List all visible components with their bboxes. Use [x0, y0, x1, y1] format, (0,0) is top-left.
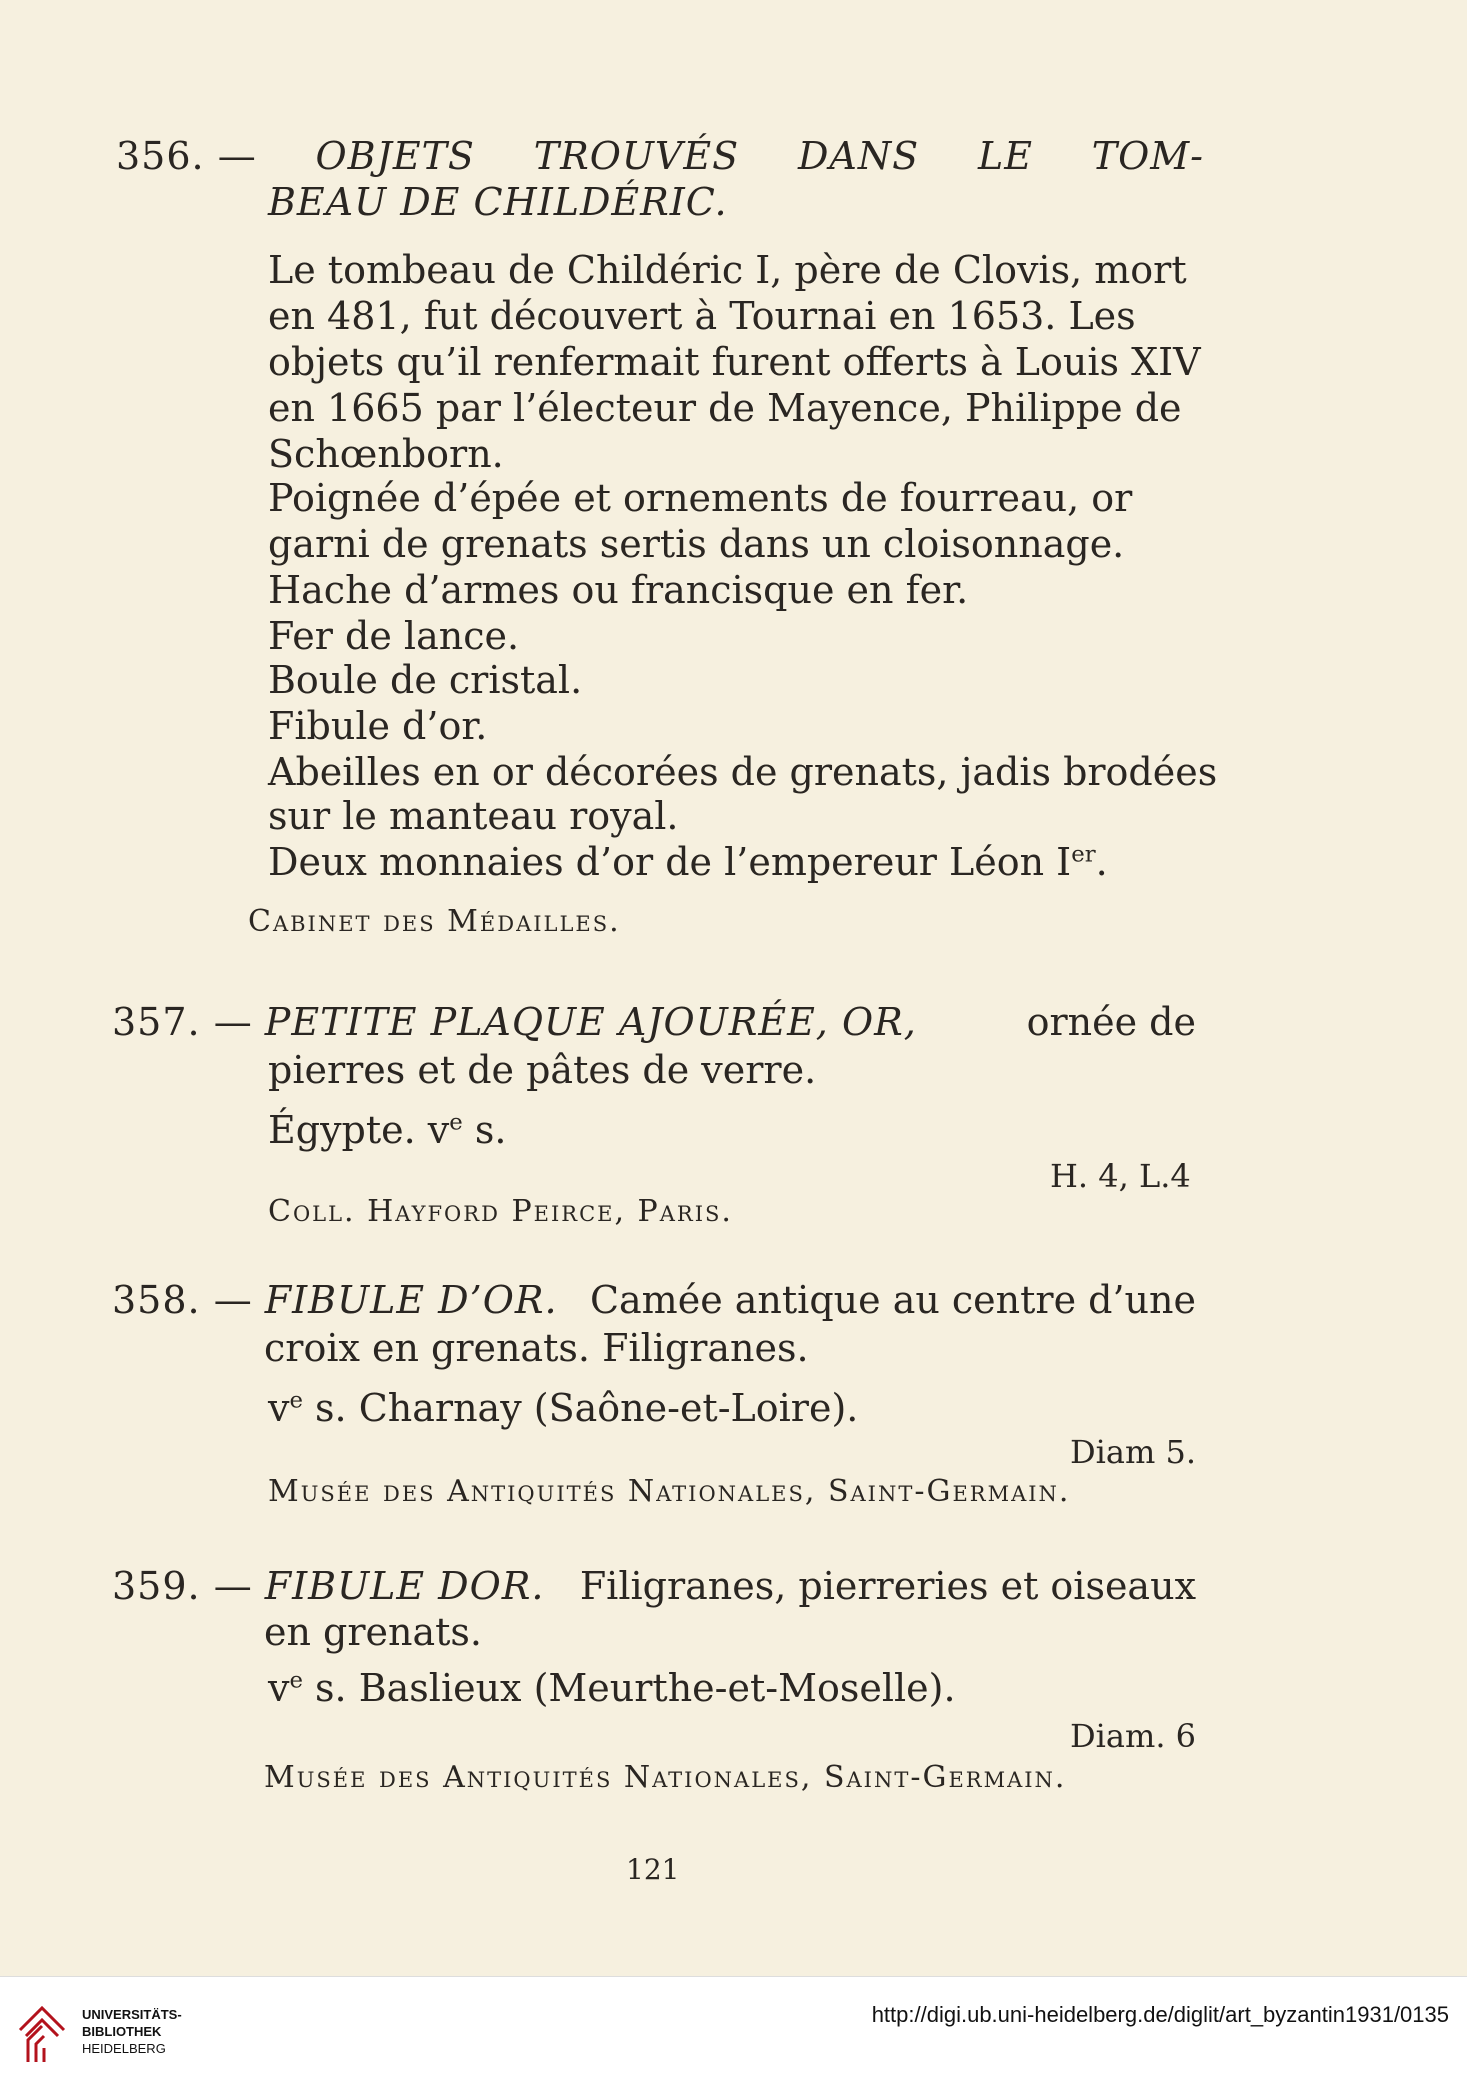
library-logo-icon	[14, 2000, 70, 2066]
text-line: sur le manteau royal.	[268, 794, 679, 838]
text-line: Hache d’armes ou francisque en fer.	[268, 568, 969, 612]
page-number: 121	[626, 1853, 680, 1886]
text: Égypte. v	[268, 1108, 450, 1152]
superscript: e	[449, 1109, 463, 1136]
text-line: pierres et de pâtes de verre.	[268, 1048, 817, 1092]
origin-line	[268, 1386, 858, 1430]
entry-356-title-cont: BEAU DE CHILDÉRIC.	[268, 180, 728, 224]
text-line: Schœnborn.	[268, 432, 504, 476]
text-line: objets qu’il renfermait furent offerts à Louis XIV	[268, 340, 1201, 384]
superscript: e	[289, 1667, 303, 1694]
entry-number: 358. —	[112, 1278, 253, 1322]
title-rest: Camée antique au centre d’une	[589, 1278, 1196, 1322]
library-line: UNIVERSITÄTS-	[82, 2007, 182, 2022]
entry-356-collection: Cabinet des Médailles.	[248, 904, 621, 939]
title-word: TROUVÉS	[533, 134, 740, 178]
text-line: Le tombeau de Childéric I, père de Clovis, mort	[268, 248, 1187, 292]
text: v	[268, 1386, 290, 1430]
text-line: Fer de lance.	[268, 614, 520, 658]
entry-358-collection: Musée des Antiquités Nationales, Saint-Germain.	[268, 1474, 1071, 1509]
text-line: Poignée d’épée et ornements de fourreau, or	[268, 476, 1133, 520]
entry-356-heading	[116, 134, 1204, 178]
title-word: DANS	[797, 134, 920, 178]
entry-title: FIBULE D’OR.	[264, 1278, 558, 1322]
text-line: en 481, fut découvert à Tournai en 1653. Les	[268, 294, 1136, 338]
dimensions: Diam. 6	[1070, 1717, 1197, 1755]
library-name	[82, 2006, 182, 2057]
origin-line	[268, 1108, 506, 1152]
source-url[interactable]: http://digi.ub.uni-heidelberg.de/diglit/art_byzantin1931/0135	[871, 2002, 1449, 2027]
text: Deux monnaies d’or de l’empereur Léon I	[268, 840, 1072, 884]
entry-title: PETITE PLAQUE AJOURÉE, OR,	[264, 1000, 917, 1044]
text: s. Baslieux (Meurthe-et-Moselle).	[302, 1666, 956, 1710]
entry-357-heading	[112, 1000, 1196, 1044]
superscript: er	[1071, 841, 1096, 868]
origin-line	[268, 1666, 956, 1710]
text-line: en 1665 par l’électeur de Mayence, Philippe de	[268, 386, 1182, 430]
text: s. Charnay (Saône-et-Loire).	[302, 1386, 859, 1430]
dimensions: H. 4, L.4	[1050, 1157, 1191, 1195]
entry-359-collection: Musée des Antiquités Nationales, Saint-Germain.	[264, 1760, 1067, 1795]
title-word: OBJETS	[315, 134, 475, 178]
title-word: LE	[977, 134, 1033, 178]
title-word: TOM-	[1091, 134, 1204, 178]
text-line: Fibule d’or.	[268, 704, 488, 748]
entry-number: 357. —	[112, 1000, 253, 1044]
dimensions: Diam 5.	[1070, 1433, 1197, 1471]
entry-title: FIBULE DOR.	[264, 1564, 545, 1608]
text: s.	[462, 1108, 507, 1152]
entry-357-collection: Coll. Hayford Peirce, Paris.	[268, 1194, 733, 1229]
entry-358-heading	[112, 1278, 1196, 1322]
text-line: croix en grenats. Filigranes.	[264, 1326, 809, 1370]
title-rest: Filigranes, pierreries et oiseaux	[579, 1564, 1196, 1608]
text-line: Abeilles en or décorées de grenats, jadis brodées	[268, 750, 1218, 794]
entry-number: 356. —	[116, 134, 257, 178]
entry-number: 359. —	[112, 1564, 253, 1608]
footer-bar	[0, 1976, 1467, 2089]
text-line: Boule de cristal.	[268, 658, 583, 702]
text-line: en grenats.	[264, 1610, 482, 1654]
punct: .	[1095, 840, 1108, 884]
library-line: HEIDELBERG	[82, 2041, 166, 2056]
title-rest: ornée de	[1026, 1000, 1196, 1044]
text-line: garni de grenats sertis dans un cloisonnage.	[268, 522, 1125, 566]
text: v	[268, 1666, 290, 1710]
text-line-last	[268, 840, 1108, 884]
superscript: e	[289, 1387, 303, 1414]
entry-359-heading	[112, 1564, 1196, 1608]
library-line: BIBLIOTHEK	[82, 2024, 162, 2039]
